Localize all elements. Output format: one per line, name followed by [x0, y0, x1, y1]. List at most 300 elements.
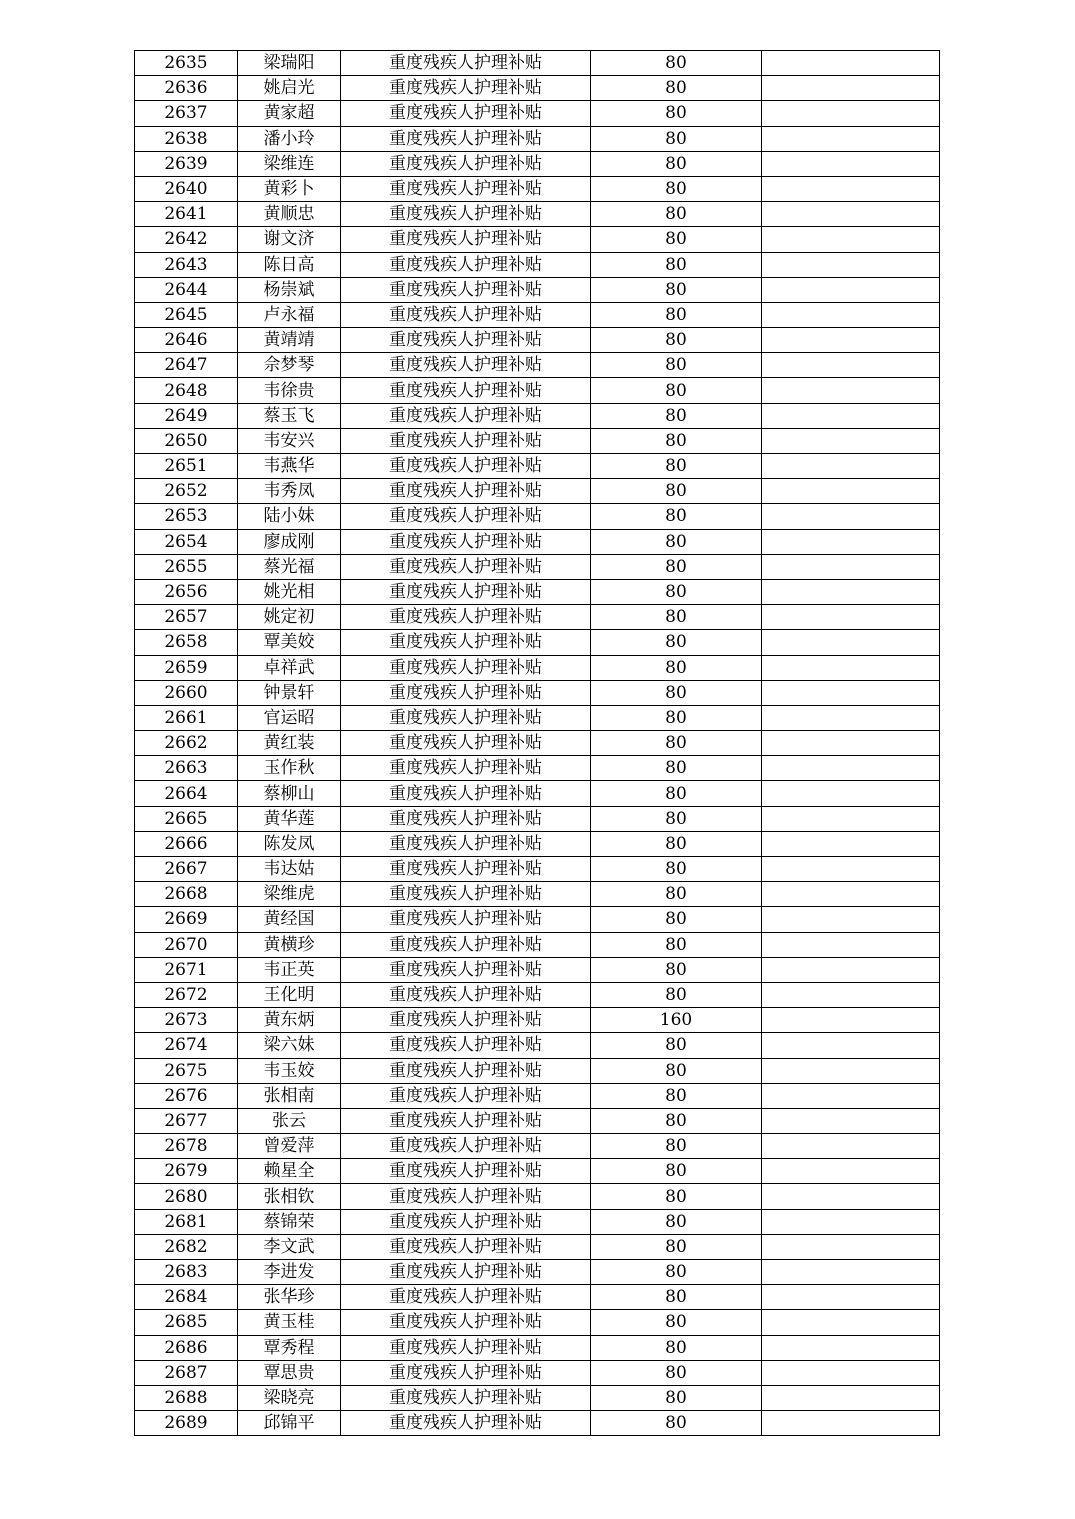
row-number-cell: 2671 [135, 957, 238, 982]
subsidy-type-cell: 重度残疾人护理补贴 [341, 1209, 591, 1234]
row-number-cell: 2672 [135, 982, 238, 1007]
table-row [135, 302, 940, 327]
row-number-cell: 2657 [135, 605, 238, 630]
row-number-cell: 2661 [135, 705, 238, 730]
subsidy-type-cell: 重度残疾人护理补贴 [341, 1310, 591, 1335]
note-cell [762, 1234, 940, 1259]
amount-cell: 80 [591, 1285, 762, 1310]
amount-cell: 80 [591, 1310, 762, 1335]
row-number-cell: 2639 [135, 151, 238, 176]
amount-cell: 80 [591, 277, 762, 302]
row-number-cell: 2679 [135, 1159, 238, 1184]
note-cell [762, 479, 940, 504]
note-cell [762, 831, 940, 856]
name-cell: 潘小玲 [238, 126, 341, 151]
note-cell [762, 51, 940, 76]
note-cell [762, 1260, 940, 1285]
amount-cell: 80 [591, 202, 762, 227]
subsidy-type-cell: 重度残疾人护理补贴 [341, 907, 591, 932]
name-cell: 张华珍 [238, 1285, 341, 1310]
name-cell: 杨崇斌 [238, 277, 341, 302]
note-cell [762, 1184, 940, 1209]
name-cell: 黄家超 [238, 101, 341, 126]
subsidy-type-cell: 重度残疾人护理补贴 [341, 579, 591, 604]
note-cell [762, 504, 940, 529]
table-row [135, 1184, 940, 1209]
name-cell: 梁瑞阳 [238, 51, 341, 76]
row-number-cell: 2673 [135, 1008, 238, 1033]
subsidy-type-cell: 重度残疾人护理补贴 [341, 1234, 591, 1259]
table-row [135, 756, 940, 781]
subsidy-type-cell: 重度残疾人护理补贴 [341, 1159, 591, 1184]
name-cell: 邱锦平 [238, 1411, 341, 1436]
name-cell: 蔡光福 [238, 554, 341, 579]
subsidy-type-cell: 重度残疾人护理补贴 [341, 957, 591, 982]
table-row [135, 277, 940, 302]
subsidy-type-cell: 重度残疾人护理补贴 [341, 76, 591, 101]
table-row [135, 630, 940, 655]
row-number-cell: 2652 [135, 479, 238, 504]
amount-cell: 80 [591, 705, 762, 730]
name-cell: 廖成刚 [238, 529, 341, 554]
amount-cell: 80 [591, 1108, 762, 1133]
name-cell: 陈日高 [238, 252, 341, 277]
table-row [135, 1058, 940, 1083]
row-number-cell: 2650 [135, 428, 238, 453]
row-number-cell: 2642 [135, 227, 238, 252]
amount-cell: 80 [591, 1411, 762, 1436]
name-cell: 黄华莲 [238, 806, 341, 831]
amount-cell: 80 [591, 1360, 762, 1385]
subsidy-type-cell: 重度残疾人护理补贴 [341, 479, 591, 504]
subsidy-type-cell: 重度残疾人护理补贴 [341, 454, 591, 479]
row-number-cell: 2665 [135, 806, 238, 831]
amount-cell: 80 [591, 428, 762, 453]
row-number-cell: 2659 [135, 655, 238, 680]
note-cell [762, 1159, 940, 1184]
row-number-cell: 2645 [135, 302, 238, 327]
note-cell [762, 1385, 940, 1410]
table-row [135, 353, 940, 378]
subsidy-type-cell: 重度残疾人护理补贴 [341, 1285, 591, 1310]
note-cell [762, 1008, 940, 1033]
table-row [135, 857, 940, 882]
amount-cell: 80 [591, 781, 762, 806]
name-cell: 梁六妹 [238, 1033, 341, 1058]
row-number-cell: 2654 [135, 529, 238, 554]
table-row [135, 378, 940, 403]
table-row [135, 126, 940, 151]
amount-cell: 80 [591, 1209, 762, 1234]
note-cell [762, 353, 940, 378]
table-row [135, 1083, 940, 1108]
note-cell [762, 378, 940, 403]
subsidy-type-cell: 重度残疾人护理补贴 [341, 806, 591, 831]
subsidy-type-cell: 重度残疾人护理补贴 [341, 630, 591, 655]
note-cell [762, 1108, 940, 1133]
amount-cell: 80 [591, 1159, 762, 1184]
name-cell: 韦正英 [238, 957, 341, 982]
name-cell: 王化明 [238, 982, 341, 1007]
name-cell: 玉作秋 [238, 756, 341, 781]
row-number-cell: 2678 [135, 1134, 238, 1159]
note-cell [762, 227, 940, 252]
amount-cell: 80 [591, 302, 762, 327]
name-cell: 黄顺忠 [238, 202, 341, 227]
row-number-cell: 2656 [135, 579, 238, 604]
table-row [135, 781, 940, 806]
note-cell [762, 680, 940, 705]
name-cell: 姚光相 [238, 579, 341, 604]
subsidy-type-cell: 重度残疾人护理补贴 [341, 202, 591, 227]
row-number-cell: 2683 [135, 1260, 238, 1285]
amount-cell: 80 [591, 1058, 762, 1083]
row-number-cell: 2663 [135, 756, 238, 781]
note-cell [762, 176, 940, 201]
name-cell: 蔡锦荣 [238, 1209, 341, 1234]
amount-cell: 80 [591, 504, 762, 529]
row-number-cell: 2688 [135, 1385, 238, 1410]
row-number-cell: 2675 [135, 1058, 238, 1083]
table-row [135, 1285, 940, 1310]
row-number-cell: 2666 [135, 831, 238, 856]
row-number-cell: 2677 [135, 1108, 238, 1133]
row-number-cell: 2641 [135, 202, 238, 227]
amount-cell: 80 [591, 252, 762, 277]
note-cell [762, 907, 940, 932]
name-cell: 韦安兴 [238, 428, 341, 453]
table-row [135, 504, 940, 529]
note-cell [762, 1033, 940, 1058]
row-number-cell: 2686 [135, 1335, 238, 1360]
note-cell [762, 1360, 940, 1385]
name-cell: 黄玉桂 [238, 1310, 341, 1335]
table-row [135, 1260, 940, 1285]
row-number-cell: 2662 [135, 731, 238, 756]
amount-cell: 80 [591, 378, 762, 403]
subsidy-type-cell: 重度残疾人护理补贴 [341, 403, 591, 428]
row-number-cell: 2640 [135, 176, 238, 201]
name-cell: 覃思贵 [238, 1360, 341, 1385]
subsidy-type-cell: 重度残疾人护理补贴 [341, 1360, 591, 1385]
amount-cell: 80 [591, 1033, 762, 1058]
subsidy-type-cell: 重度残疾人护理补贴 [341, 51, 591, 76]
note-cell [762, 328, 940, 353]
table-row [135, 403, 940, 428]
name-cell: 梁晓亮 [238, 1385, 341, 1410]
note-cell [762, 1335, 940, 1360]
row-number-cell: 2681 [135, 1209, 238, 1234]
subsidy-type-cell: 重度残疾人护理补贴 [341, 353, 591, 378]
amount-cell: 80 [591, 831, 762, 856]
amount-cell: 80 [591, 76, 762, 101]
table-row [135, 982, 940, 1007]
amount-cell: 80 [591, 806, 762, 831]
subsidy-type-cell: 重度残疾人护理补贴 [341, 680, 591, 705]
name-cell: 黄东炳 [238, 1008, 341, 1033]
subsidy-type-cell: 重度残疾人护理补贴 [341, 731, 591, 756]
row-number-cell: 2689 [135, 1411, 238, 1436]
table-body [135, 51, 940, 1436]
table-row [135, 957, 940, 982]
amount-cell: 80 [591, 605, 762, 630]
note-cell [762, 1209, 940, 1234]
table-row [135, 806, 940, 831]
name-cell: 姚定初 [238, 605, 341, 630]
table-row [135, 101, 940, 126]
row-number-cell: 2636 [135, 76, 238, 101]
table-row [135, 907, 940, 932]
subsidy-type-cell: 重度残疾人护理补贴 [341, 227, 591, 252]
table-row [135, 202, 940, 227]
note-cell [762, 454, 940, 479]
subsidy-type-cell: 重度残疾人护理补贴 [341, 882, 591, 907]
table-row [135, 1008, 940, 1033]
row-number-cell: 2670 [135, 932, 238, 957]
table-row [135, 151, 940, 176]
subsidy-type-cell: 重度残疾人护理补贴 [341, 1134, 591, 1159]
amount-cell: 80 [591, 1134, 762, 1159]
subsidy-type-cell: 重度残疾人护理补贴 [341, 101, 591, 126]
subsidy-table [134, 50, 940, 1436]
table-row [135, 1385, 940, 1410]
table-row [135, 76, 940, 101]
row-number-cell: 2655 [135, 554, 238, 579]
subsidy-type-cell: 重度残疾人护理补贴 [341, 1184, 591, 1209]
name-cell: 黄红装 [238, 731, 341, 756]
row-number-cell: 2647 [135, 353, 238, 378]
row-number-cell: 2668 [135, 882, 238, 907]
amount-cell: 80 [591, 1083, 762, 1108]
amount-cell: 80 [591, 1260, 762, 1285]
note-cell [762, 1083, 940, 1108]
table-row [135, 605, 940, 630]
row-number-cell: 2680 [135, 1184, 238, 1209]
row-number-cell: 2669 [135, 907, 238, 932]
amount-cell: 80 [591, 328, 762, 353]
amount-cell: 80 [591, 630, 762, 655]
subsidy-type-cell: 重度残疾人护理补贴 [341, 328, 591, 353]
row-number-cell: 2643 [135, 252, 238, 277]
table-row [135, 705, 940, 730]
name-cell: 覃美姣 [238, 630, 341, 655]
name-cell: 黄横珍 [238, 932, 341, 957]
name-cell: 姚启光 [238, 76, 341, 101]
name-cell: 曾爱萍 [238, 1134, 341, 1159]
amount-cell: 80 [591, 529, 762, 554]
subsidy-type-cell: 重度残疾人护理补贴 [341, 529, 591, 554]
row-number-cell: 2651 [135, 454, 238, 479]
amount-cell: 80 [591, 126, 762, 151]
name-cell: 谢文济 [238, 227, 341, 252]
subsidy-type-cell: 重度残疾人护理补贴 [341, 378, 591, 403]
note-cell [762, 957, 940, 982]
subsidy-type-cell: 重度残疾人护理补贴 [341, 1108, 591, 1133]
name-cell: 韦徐贵 [238, 378, 341, 403]
amount-cell: 80 [591, 51, 762, 76]
subsidy-type-cell: 重度残疾人护理补贴 [341, 932, 591, 957]
table-row [135, 831, 940, 856]
table-row [135, 731, 940, 756]
row-number-cell: 2687 [135, 1360, 238, 1385]
amount-cell: 80 [591, 353, 762, 378]
note-cell [762, 932, 940, 957]
subsidy-type-cell: 重度残疾人护理补贴 [341, 151, 591, 176]
amount-cell: 80 [591, 1385, 762, 1410]
amount-cell: 80 [591, 454, 762, 479]
name-cell: 韦秀凤 [238, 479, 341, 504]
amount-cell: 80 [591, 403, 762, 428]
table-row [135, 479, 940, 504]
subsidy-type-cell: 重度残疾人护理补贴 [341, 252, 591, 277]
name-cell: 赖星全 [238, 1159, 341, 1184]
subsidy-type-cell: 重度残疾人护理补贴 [341, 1411, 591, 1436]
row-number-cell: 2684 [135, 1285, 238, 1310]
subsidy-type-cell: 重度残疾人护理补贴 [341, 1385, 591, 1410]
row-number-cell: 2653 [135, 504, 238, 529]
subsidy-type-cell: 重度残疾人护理补贴 [341, 1260, 591, 1285]
table-row [135, 1335, 940, 1360]
row-number-cell: 2660 [135, 680, 238, 705]
note-cell [762, 1058, 940, 1083]
table-row [135, 176, 940, 201]
row-number-cell: 2648 [135, 378, 238, 403]
note-cell [762, 126, 940, 151]
name-cell: 张相钦 [238, 1184, 341, 1209]
subsidy-type-cell: 重度残疾人护理补贴 [341, 655, 591, 680]
name-cell: 卓祥武 [238, 655, 341, 680]
table-row [135, 227, 940, 252]
note-cell [762, 605, 940, 630]
name-cell: 卢永福 [238, 302, 341, 327]
subsidy-type-cell: 重度残疾人护理补贴 [341, 831, 591, 856]
note-cell [762, 705, 940, 730]
subsidy-type-cell: 重度残疾人护理补贴 [341, 554, 591, 579]
amount-cell: 80 [591, 151, 762, 176]
note-cell [762, 857, 940, 882]
note-cell [762, 202, 940, 227]
name-cell: 李文武 [238, 1234, 341, 1259]
note-cell [762, 579, 940, 604]
note-cell [762, 428, 940, 453]
row-number-cell: 2649 [135, 403, 238, 428]
name-cell: 钟景轩 [238, 680, 341, 705]
subsidy-type-cell: 重度残疾人护理补贴 [341, 1008, 591, 1033]
name-cell: 韦达姑 [238, 857, 341, 882]
amount-cell: 80 [591, 857, 762, 882]
amount-cell: 80 [591, 957, 762, 982]
amount-cell: 80 [591, 1335, 762, 1360]
note-cell [762, 982, 940, 1007]
subsidy-type-cell: 重度残疾人护理补贴 [341, 605, 591, 630]
table-row [135, 932, 940, 957]
note-cell [762, 882, 940, 907]
table-row [135, 579, 940, 604]
subsidy-type-cell: 重度残疾人护理补贴 [341, 982, 591, 1007]
row-number-cell: 2674 [135, 1033, 238, 1058]
table-row [135, 882, 940, 907]
name-cell: 李进发 [238, 1260, 341, 1285]
amount-cell: 80 [591, 1184, 762, 1209]
note-cell [762, 1310, 940, 1335]
note-cell [762, 403, 940, 428]
name-cell: 黄靖靖 [238, 328, 341, 353]
note-cell [762, 1134, 940, 1159]
name-cell: 韦玉姣 [238, 1058, 341, 1083]
name-cell: 黄经国 [238, 907, 341, 932]
note-cell [762, 781, 940, 806]
amount-cell: 80 [591, 176, 762, 201]
subsidy-type-cell: 重度残疾人护理补贴 [341, 176, 591, 201]
row-number-cell: 2667 [135, 857, 238, 882]
table-row [135, 1209, 940, 1234]
amount-cell: 80 [591, 680, 762, 705]
name-cell: 韦燕华 [238, 454, 341, 479]
name-cell: 张云 [238, 1108, 341, 1133]
name-cell: 陈发凤 [238, 831, 341, 856]
note-cell [762, 655, 940, 680]
subsidy-type-cell: 重度残疾人护理补贴 [341, 504, 591, 529]
subsidy-type-cell: 重度残疾人护理补贴 [341, 1335, 591, 1360]
row-number-cell: 2676 [135, 1083, 238, 1108]
table-row [135, 1134, 940, 1159]
name-cell: 张相南 [238, 1083, 341, 1108]
amount-cell: 80 [591, 932, 762, 957]
note-cell [762, 756, 940, 781]
subsidy-type-cell: 重度残疾人护理补贴 [341, 126, 591, 151]
amount-cell: 80 [591, 655, 762, 680]
amount-cell: 80 [591, 227, 762, 252]
row-number-cell: 2638 [135, 126, 238, 151]
table-row [135, 252, 940, 277]
subsidy-type-cell: 重度残疾人护理补贴 [341, 781, 591, 806]
name-cell: 蔡柳山 [238, 781, 341, 806]
note-cell [762, 731, 940, 756]
name-cell: 梁维虎 [238, 882, 341, 907]
amount-cell: 80 [591, 101, 762, 126]
row-number-cell: 2646 [135, 328, 238, 353]
table-row [135, 1411, 940, 1436]
subsidy-type-cell: 重度残疾人护理补贴 [341, 428, 591, 453]
note-cell [762, 630, 940, 655]
name-cell: 蔡玉飞 [238, 403, 341, 428]
table-row [135, 1234, 940, 1259]
table-row [135, 328, 940, 353]
row-number-cell: 2664 [135, 781, 238, 806]
subsidy-type-cell: 重度残疾人护理补贴 [341, 1083, 591, 1108]
note-cell [762, 151, 940, 176]
row-number-cell: 2685 [135, 1310, 238, 1335]
note-cell [762, 277, 940, 302]
amount-cell: 80 [591, 907, 762, 932]
name-cell: 陆小妹 [238, 504, 341, 529]
table-row [135, 1159, 940, 1184]
amount-cell: 80 [591, 756, 762, 781]
subsidy-type-cell: 重度残疾人护理补贴 [341, 705, 591, 730]
subsidy-type-cell: 重度残疾人护理补贴 [341, 857, 591, 882]
note-cell [762, 554, 940, 579]
note-cell [762, 302, 940, 327]
subsidy-type-cell: 重度残疾人护理补贴 [341, 1058, 591, 1083]
table-row [135, 1108, 940, 1133]
amount-cell: 80 [591, 579, 762, 604]
row-number-cell: 2635 [135, 51, 238, 76]
table-row [135, 554, 940, 579]
note-cell [762, 252, 940, 277]
table-row [135, 680, 940, 705]
note-cell [762, 1285, 940, 1310]
subsidy-type-cell: 重度残疾人护理补贴 [341, 277, 591, 302]
